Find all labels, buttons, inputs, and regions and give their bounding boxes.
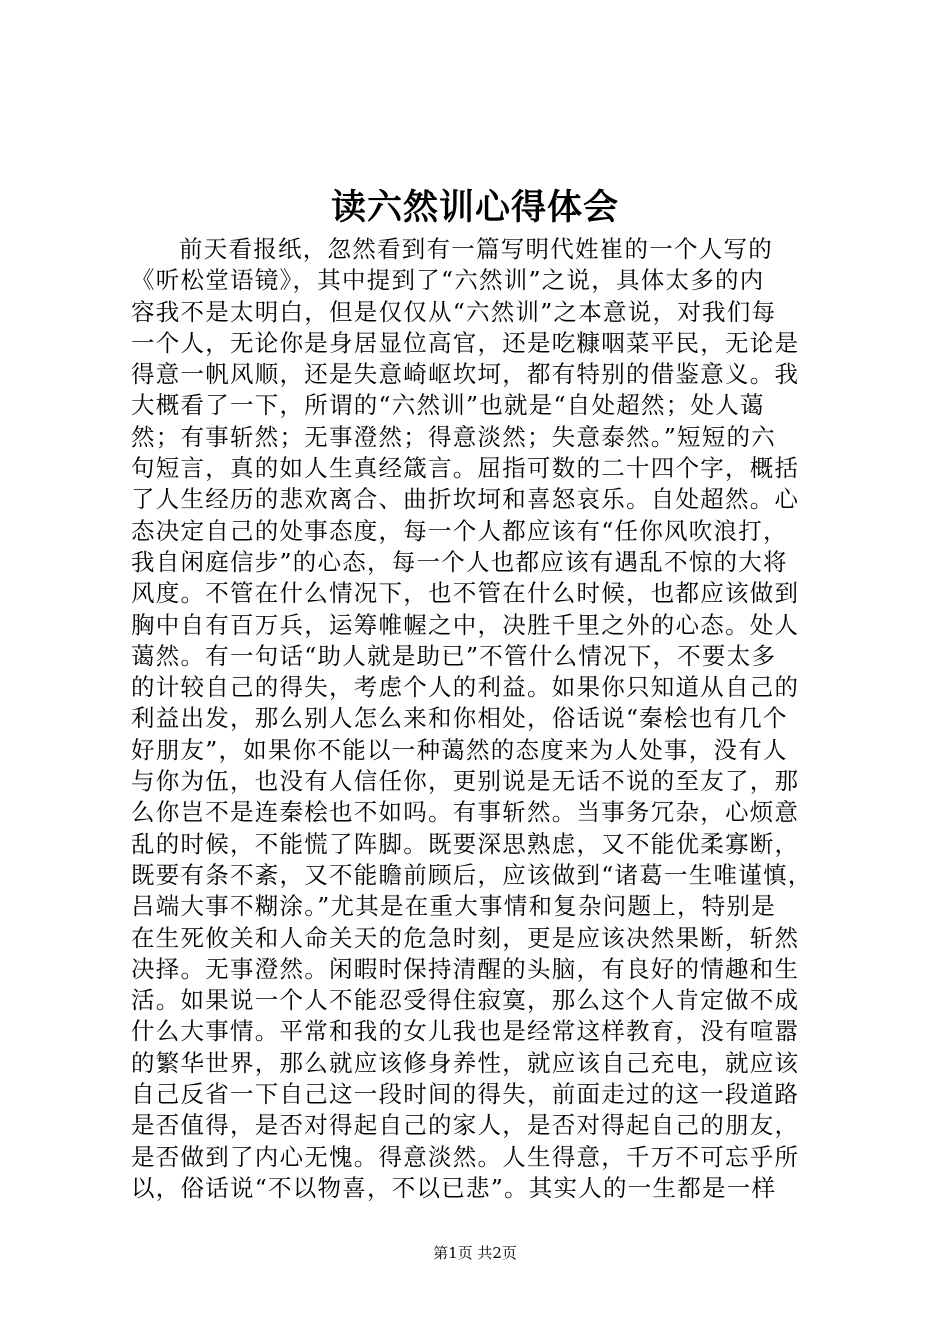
text-line: 态决定自己的处事态度，每一个人都应该有“任你风吹浪打， xyxy=(131,516,788,545)
text-line: 么你岂不是连秦桧也不如吗。有事斩然。当事务冗杂，心烦意 xyxy=(131,798,800,827)
text-line: 我自闲庭信步”的心态，每一个人也都应该有遇乱不惊的大将 xyxy=(131,547,788,576)
text-line: 句短言，真的如人生真经箴言。屈指可数的二十四个字，概括 xyxy=(131,454,800,483)
text-line: 既要有条不紊，又不能瞻前顾后，应该做到“诸葛一生唯谨慎， xyxy=(131,860,813,889)
text-line: 好朋友”，如果你不能以一种蔼然的态度来为人处事，没有人 xyxy=(131,735,788,764)
text-line: 蔼然。有一句话“助人就是助已”不管什么情况下，不要太多 xyxy=(131,641,777,670)
text-line: 《听松堂语镜》，其中提到了“六然训”之说，具体太多的内 xyxy=(131,266,765,295)
text-line: 活。如果说一个人不能忍受得住寂寞，那么这个人肯定做不成 xyxy=(131,986,800,1015)
text-line: 的计较自己的得失，考虑个人的利益。如果你只知道从自己的 xyxy=(131,673,800,702)
text-line: 吕端大事不糊涂。”尤其是在重大事情和复杂问题上，特别是 xyxy=(131,892,777,921)
text-line: 容我不是太明白，但是仅仅从“六然训”之本意说，对我们每 xyxy=(131,297,777,326)
text-line: 是否做到了内心无愧。得意淡然。人生得意，千万不可忘乎所 xyxy=(131,1142,800,1171)
text-line: 的繁华世界，那么就应该修身养性，就应该自己充电，就应该 xyxy=(131,1048,800,1077)
body-paragraph xyxy=(131,234,832,1204)
text-line: 胸中自有百万兵，运筹帷幄之中，决胜千里之外的心态。处人 xyxy=(131,610,800,639)
text-line: 一个人，无论你是身居显位高官，还是吃糠咽菜平民，无论是 xyxy=(131,328,800,357)
text-line: 乱的时候，不能慌了阵脚。既要深思熟虑，又不能优柔寡断， xyxy=(131,829,800,858)
text-line: 与你为伍，也没有人信任你，更别说是无话不说的至友了，那 xyxy=(131,767,800,796)
text-line: 利益出发，那么别人怎么来和你相处，俗话说“秦桧也有几个 xyxy=(131,704,788,733)
text-line: 风度。不管在什么情况下，也不管在什么时候，也都应该做到 xyxy=(131,579,800,608)
text-line: 前天看报纸，忽然看到有一篇写明代姓崔的一个人写的 xyxy=(179,235,773,263)
text-line: 大概看了一下，所谓的“六然训”也就是“自处超然；处人蔼 xyxy=(131,391,765,420)
text-line: 然；有事斩然；无事澄然；得意淡然；失意泰然。”短短的六 xyxy=(131,422,777,451)
text-line: 了人生经历的悲欢离合、曲折坎坷和喜怒哀乐。自处超然。心 xyxy=(131,485,800,514)
page-number-footer: 第1页 共2页 xyxy=(433,1244,517,1262)
text-line: 是否值得，是否对得起自己的家人，是否对得起自己的朋友， xyxy=(131,1111,800,1140)
text-line: 什么大事情。平常和我的女儿我也是经常这样教育，没有喧嚣 xyxy=(131,1017,800,1046)
text-line: 决择。无事澄然。闲暇时保持清醒的头脑，有良好的情趣和生 xyxy=(131,954,800,983)
text-line: 在生死攸关和人命关天的危急时刻，更是应该决然果断，斩然 xyxy=(131,923,800,952)
text-line: 得意一帆风顺，还是失意崎岖坎坷，都有特别的借鉴意义。我 xyxy=(131,360,800,389)
document-title: 读六然训心得体会 xyxy=(330,187,619,228)
text-line: 自己反省一下自己这一段时间的得失，前面走过的这一段道路 xyxy=(131,1080,800,1109)
text-line: 以，俗话说“不以物喜，不以已悲”。其实人的一生都是一样 xyxy=(131,1173,777,1202)
